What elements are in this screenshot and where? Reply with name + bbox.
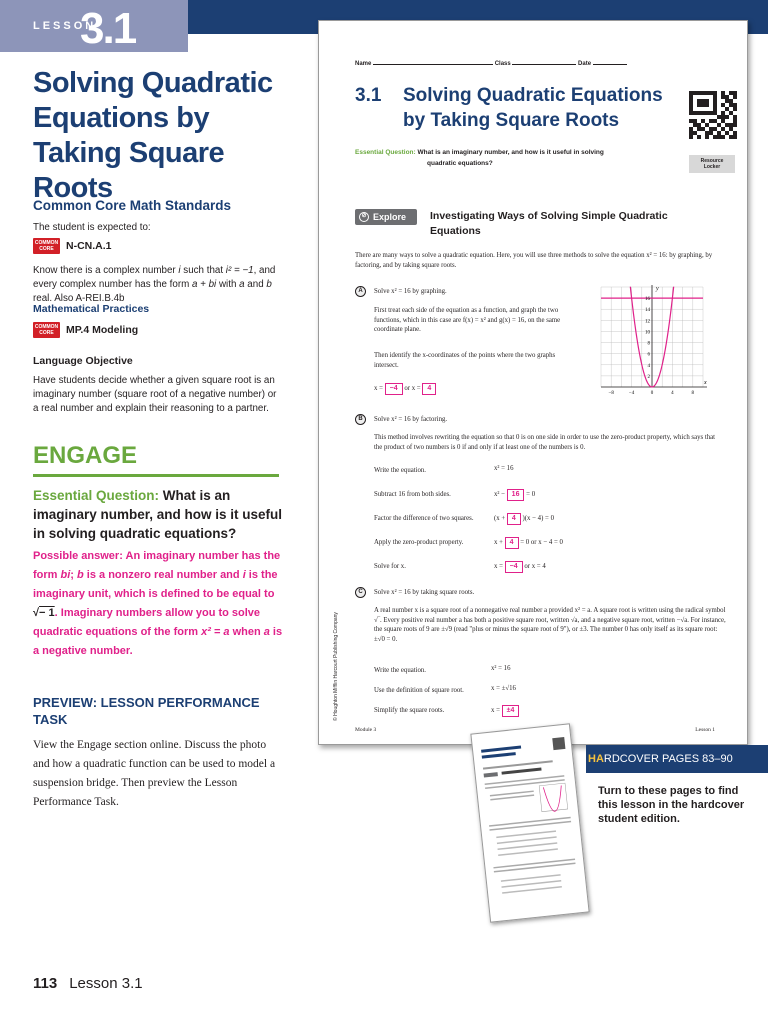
standard-text: Know there is a complex number i such that i² = −1, and every complex number has the form a + bi with a and b real. Also A-REI.B.4b xyxy=(33,265,276,304)
b-row-label: Apply the zero-product property. xyxy=(374,539,464,546)
page-title: Solving Quadratic Equations by Taking Square Roots xyxy=(33,67,273,204)
x-tick-label: −8 xyxy=(608,391,614,396)
step-c-head: Solve x² = 16 by taking square roots. xyxy=(374,589,475,596)
answer-box: 4 xyxy=(422,383,436,395)
hardcover-thumbnail xyxy=(470,723,589,922)
lesson-number: 3.1 xyxy=(80,4,136,53)
preview-heading: PREVIEW: LESSON PERFORMANCE TASK xyxy=(33,695,260,727)
language-objective-heading: Language Objective xyxy=(33,355,133,367)
mp-heading: Mathematical Practices xyxy=(33,303,150,315)
hardcover-pages-bar: HARDCOVER PAGES 83–90 xyxy=(586,745,768,773)
essential-question-text: What is an imaginary number, and how is it useful in solving quadratic equations? xyxy=(33,488,283,541)
step-a-marker: A xyxy=(355,286,366,297)
answer-box: −4 xyxy=(505,561,523,573)
engage-rule xyxy=(33,474,279,477)
answer-box: 4 xyxy=(505,537,519,549)
b-row-equation: x + 4 = 0 or x − 4 = 0 xyxy=(494,537,563,549)
b-row-label: Solve for x. xyxy=(374,563,406,570)
step-b-marker: B xyxy=(355,414,366,425)
explore-badge: ⊘ Explore xyxy=(355,209,417,225)
c-row-equation: x² = 16 xyxy=(491,665,511,672)
b-row-label: Write the equation. xyxy=(374,467,427,474)
common-core-badge: COMMON CORE xyxy=(34,240,59,252)
standard-code: N-CN.A.1 xyxy=(66,240,112,252)
thumbnail-page xyxy=(471,724,589,923)
step-b-text: This method involves rewriting the equation so that 0 is on one side in order to use the zero-product property, which says that the product of two numbers is 0 if and only if at least one of the numbers is 0. xyxy=(374,434,716,451)
y-tick-label: 2 xyxy=(647,374,650,380)
y-tick-label: 4 xyxy=(647,363,650,369)
mp-text: MP.4 Modeling xyxy=(66,324,139,336)
page-lesson: Lesson 3.1 xyxy=(69,975,143,992)
essential-question xyxy=(33,486,283,543)
engage-heading: ENGAGE xyxy=(33,442,138,469)
b-row-equation: x² = 16 xyxy=(494,465,514,472)
step-a-text2: Then identify the x-coordinates of the points where the two graphs intersect. xyxy=(374,352,556,369)
worksheet-footer: Module 3 Lesson 1 xyxy=(355,727,715,733)
worksheet-title: 3.1 Solving Quadratic Equations by Taking Square Roots xyxy=(355,85,663,131)
worksheet-page xyxy=(318,20,748,745)
common-core-badge: COMMON CORE xyxy=(34,324,59,336)
y-tick-label: 14 xyxy=(645,308,650,314)
c-row-label: Simplify the square roots. xyxy=(374,707,445,714)
step-b-head: Solve x² = 16 by factoring. xyxy=(374,416,448,423)
possible-answer: Possible answer: An imaginary number has the form bi; b is a nonzero real number and i is the imaginary unit, which is defined to be equal to √− 1. Imaginary numbers allow you to solve quadratic equations of the form x² = a when a is a negative number. xyxy=(33,550,283,657)
b-row-equation: x = −4 or x = 4 xyxy=(494,561,546,573)
b-row-label: Factor the difference of two squares. xyxy=(374,515,474,522)
preview-text: View the Engage section online. Discuss the photo and how a quadratic function can be used to model a suspension bridge. Then preview the Lesson Performance Task. xyxy=(33,739,276,808)
mp-row xyxy=(33,322,283,338)
standard-row xyxy=(33,238,283,254)
y-tick-label: 10 xyxy=(645,330,650,336)
svg-text:© Houghton Mifflin Harcourt Pu: © Houghton Mifflin Harcourt Publishing Company xyxy=(333,612,339,721)
worksheet-essential-question: Essential Question: What is an imaginary number, and how is it useful in solving quadratic equations? xyxy=(355,149,604,167)
explore-title: Investigating Ways of Solving Simple Quadratic Equations xyxy=(430,210,668,237)
c-row-label: Write the equation. xyxy=(374,667,427,674)
c-row-equation: x = ±4 xyxy=(491,705,519,717)
lesson-tab xyxy=(0,0,188,52)
step-a-text1: First treat each side of the equation as a function, and graph the two functions, which in this case are f(x) = x² and g(x) = 16, on the same coordinate plane. xyxy=(374,307,561,333)
step-a-answer: x = −4 or x = 4 xyxy=(374,383,436,395)
c-row-label: Use the definition of square root. xyxy=(374,687,464,694)
name-class-date-row: Name Class Date xyxy=(355,59,627,67)
x-tick-label: 0 xyxy=(650,391,654,396)
b-row-equation: x² − 16 = 0 xyxy=(494,489,535,501)
answer-box: −4 xyxy=(385,383,403,395)
explore-icon: ⊘ xyxy=(359,212,369,222)
lesson-word: LESSON xyxy=(33,20,97,32)
page-footer xyxy=(33,975,143,992)
language-objective-text: Have students decide whether a given square root is an imaginary number (square root of a negative number) or a real number and explain their reasoning to a partner. xyxy=(33,375,277,414)
y-tick-label: 8 xyxy=(647,341,650,347)
y-tick-label: 12 xyxy=(645,319,650,325)
qr-code[interactable] xyxy=(689,91,737,139)
expected-text: The student is expected to: xyxy=(33,222,151,233)
b-row-equation: (x + 4 )(x − 4) = 0 xyxy=(494,513,554,525)
step-c-text: A real number x is a square root of a nonnegative real number a provided x² = a. A square root is written using the radical symbol √‾. Every positive real number a has both a positive square root, written √a, and a negative square root, written −√a. For instance, the square roots of 9 are ±√9 (read "plus or minus the square root of 9"), or ±3. The number 0 has only itself as its square root: ±√0 = 0. xyxy=(374,607,726,643)
x-tick-label: 4 xyxy=(671,391,674,396)
answer-box: 16 xyxy=(507,489,525,501)
y-tick-label: 16 xyxy=(645,297,650,303)
hardcover-note: Turn to these pages to find this lesson in the hardcover student edition. xyxy=(598,785,745,825)
b-row-label: Subtract 16 from both sides. xyxy=(374,491,451,498)
ccss-heading: Common Core Math Standards xyxy=(33,198,232,213)
copyright-line xyxy=(331,511,339,731)
x-tick-label: −4 xyxy=(628,391,635,396)
x-tick-label: 8 xyxy=(691,391,695,396)
y-axis-label: y xyxy=(656,286,659,292)
resource-locker-button[interactable]: Resource Locker xyxy=(689,155,735,173)
c-row-equation: x = ±√16 xyxy=(491,685,516,692)
answer-box: ±4 xyxy=(502,705,520,717)
parabola-graph xyxy=(587,283,715,403)
y-tick-label: 6 xyxy=(647,352,650,358)
x-axis-label: x xyxy=(704,380,707,386)
explore-intro: There are many ways to solve a quadratic equation. Here, you will use three methods to solve the equation x² = 16: by graphing, by factoring, and by taking square roots. xyxy=(355,252,713,269)
step-a-head: Solve x² = 16 by graphing. xyxy=(374,288,447,295)
page-number: 113 xyxy=(33,975,58,992)
answer-box: 4 xyxy=(507,513,521,525)
essential-question-label: Essential Question: xyxy=(33,488,160,503)
step-c-marker: C xyxy=(355,587,366,598)
